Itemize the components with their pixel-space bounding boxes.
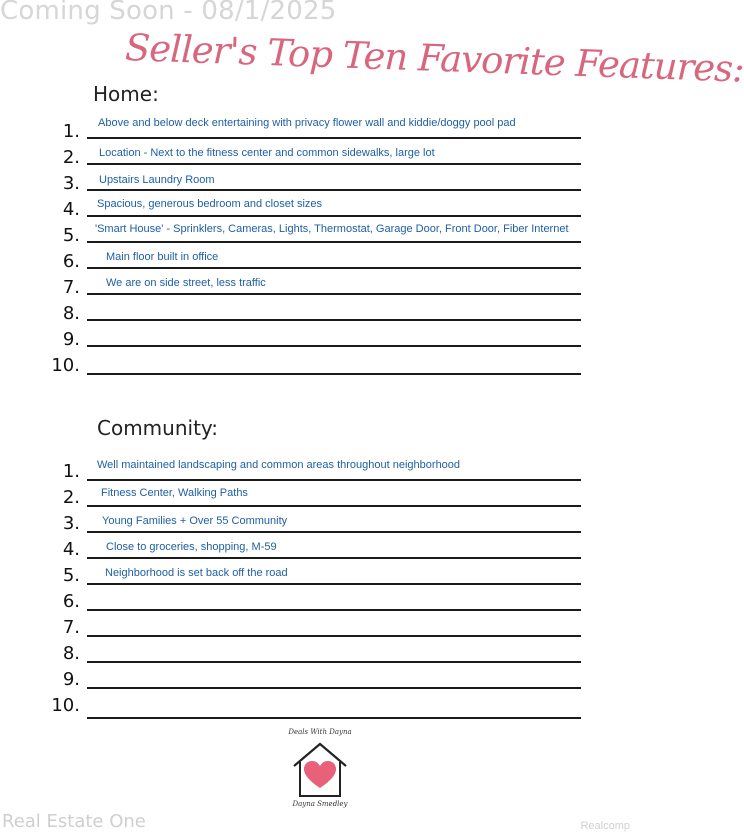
item-number: 6.	[62, 251, 80, 272]
item-number: 1.	[62, 461, 80, 482]
item-number: 4.	[62, 199, 80, 220]
house-heart-icon	[290, 740, 350, 798]
write-line	[87, 189, 581, 191]
item-number: 5.	[62, 565, 80, 586]
write-line	[87, 531, 581, 533]
write-line	[87, 345, 581, 347]
item-text: Neighborhood is set back off the road	[105, 567, 288, 579]
item-text: Above and below deck entertaining with privacy flower wall and kiddie/doggy pool pad	[98, 117, 516, 129]
home-item	[0, 251, 640, 277]
coming-soon-watermark: Coming Soon - 08/1/2025	[0, 0, 337, 26]
item-number: 4.	[62, 539, 80, 560]
community-item	[0, 695, 640, 721]
item-text: Location - Next to the fitness center and common sidewalks, large lot	[99, 147, 435, 159]
write-line	[87, 505, 581, 507]
item-number: 10.	[51, 355, 80, 376]
item-text: We are on side street, less traffic	[106, 277, 266, 289]
item-number: 7.	[62, 277, 80, 298]
write-line	[87, 635, 581, 637]
home-item	[0, 147, 640, 173]
logo-brand-name: Deals With Dayna	[288, 728, 352, 736]
community-item	[0, 539, 640, 565]
community-item	[0, 487, 640, 513]
home-item	[0, 303, 640, 329]
write-line	[87, 373, 581, 375]
write-line	[87, 717, 581, 719]
home-heading: Home:	[93, 82, 159, 106]
community-item	[0, 513, 640, 539]
item-number: 8.	[62, 643, 80, 664]
write-line	[87, 479, 581, 481]
home-item	[0, 173, 640, 199]
item-text: Close to groceries, shopping, M-59	[106, 541, 277, 553]
item-number: 1.	[62, 121, 80, 142]
page-title: Seller's Top Ten Favorite Features:	[124, 26, 744, 91]
write-line	[87, 609, 581, 611]
item-number: 3.	[62, 513, 80, 534]
write-line	[87, 319, 581, 321]
community-item	[0, 669, 640, 695]
item-text: Spacious, generous bedroom and closet sizes	[97, 198, 323, 210]
item-text: Fitness Center, Walking Paths	[101, 487, 248, 499]
item-text: Well maintained landscaping and common areas throughout neighborhood	[97, 459, 461, 471]
home-item	[0, 277, 640, 303]
home-item	[0, 117, 640, 147]
write-line	[87, 293, 581, 295]
community-item	[0, 565, 640, 591]
home-item	[0, 329, 640, 355]
home-item	[0, 225, 640, 251]
home-item	[0, 355, 640, 381]
write-line	[87, 267, 581, 269]
community-item	[0, 617, 640, 643]
item-number: 8.	[62, 303, 80, 324]
write-line	[87, 241, 581, 243]
item-text: Main floor built in office	[106, 251, 219, 263]
brokerage-watermark: Real Estate One	[2, 811, 146, 832]
write-line	[87, 557, 581, 559]
mls-watermark: Realcomp	[580, 820, 630, 832]
write-line	[87, 163, 581, 165]
item-text: Young Families + Over 55 Community	[102, 515, 288, 527]
community-item	[0, 461, 640, 487]
item-number: 7.	[62, 617, 80, 638]
item-number: 2.	[62, 487, 80, 508]
write-line	[87, 583, 581, 585]
write-line	[87, 215, 581, 217]
community-heading: Community:	[97, 416, 219, 440]
community-item	[0, 643, 640, 669]
home-item	[0, 199, 640, 225]
brand-logo	[280, 728, 360, 818]
write-line	[87, 137, 581, 139]
item-number: 2.	[62, 147, 80, 168]
item-number: 6.	[62, 591, 80, 612]
community-item	[0, 591, 640, 617]
write-line	[87, 687, 581, 689]
item-number: 9.	[62, 669, 80, 690]
item-number: 3.	[62, 173, 80, 194]
item-number: 5.	[62, 225, 80, 246]
item-number: 9.	[62, 329, 80, 350]
logo-agent-name: Dayna Smedley	[292, 800, 348, 808]
item-text: 'Smart House' - Sprinklers, Cameras, Lights, Thermostat, Garage Door, Front Door, Fiber Internet	[95, 223, 569, 235]
item-text: Upstairs Laundry Room	[99, 174, 215, 186]
item-number: 10.	[51, 695, 80, 716]
write-line	[87, 661, 581, 663]
